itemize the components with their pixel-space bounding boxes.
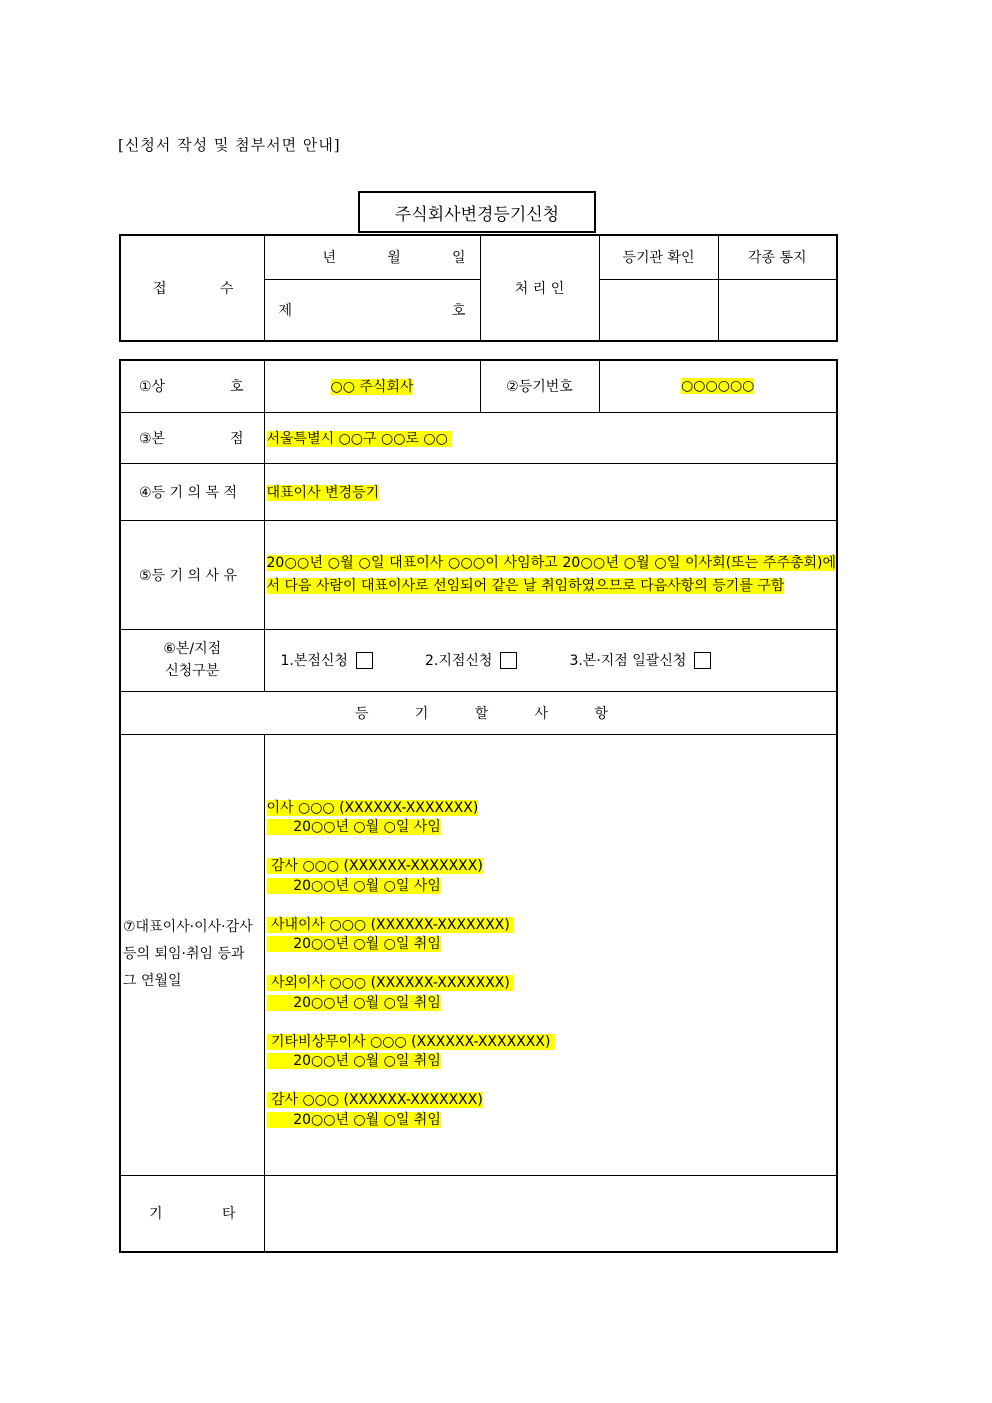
reason-label-cell — [120, 520, 264, 629]
branch-options-cell — [264, 629, 837, 691]
notices-header — [718, 235, 837, 279]
option-head-office-label: 1.본점신청 — [280, 653, 348, 669]
branch-label-cell — [120, 629, 264, 691]
reception-table — [119, 234, 838, 342]
officer-entry — [267, 857, 837, 896]
number-prefix: 제 — [278, 302, 293, 319]
head-office-value: 서울특별시 ○○구 ○○로 ○○ — [266, 430, 453, 447]
number-suffix: 호 — [451, 302, 466, 319]
option-branch[interactable] — [425, 650, 517, 670]
registrar-confirm-header — [599, 235, 718, 279]
month-label: 월 — [387, 250, 401, 267]
officer-entry — [267, 1033, 837, 1072]
reception-number-cell[interactable] — [264, 279, 480, 341]
head-office-label-2: 점 — [229, 430, 244, 447]
branch-label-2: 신청구분 — [165, 663, 220, 679]
section-heading-cell — [120, 691, 837, 734]
purpose-value: 대표이사 변경등기 — [266, 484, 380, 501]
reg-no-value-cell[interactable] — [599, 360, 837, 412]
officer-date: 20○○년 ○월 ○일 취임 — [266, 994, 441, 1011]
section-heading-4: 사 — [534, 705, 549, 722]
handler-cell — [480, 235, 599, 341]
trade-name-label-1: ①상 — [139, 379, 166, 396]
officer-date: 20○○년 ○월 ○일 사임 — [266, 877, 441, 894]
head-office-label-1: ③본 — [139, 430, 166, 447]
head-office-value-cell[interactable] — [264, 412, 837, 463]
section-heading-5: 항 — [594, 705, 608, 722]
officer-entry — [267, 916, 837, 955]
officer-date: 20○○년 ○월 ○일 취임 — [266, 936, 441, 952]
option-head-office[interactable] — [281, 650, 373, 670]
trade-name-label-cell — [120, 360, 264, 412]
officer-line: 감사 ○○○ (XXXXXX-XXXXXXX) — [266, 1092, 483, 1108]
officer-date: 20○○년 ○월 ○일 사임 — [266, 819, 441, 835]
reception-date-cell[interactable] — [264, 235, 480, 279]
option-both[interactable] — [569, 650, 711, 670]
other-value-cell[interactable] — [264, 1175, 837, 1252]
officer-line: 사내이사 ○○○ (XXXXXX-XXXXXXX) — [266, 916, 515, 933]
section-heading-1: 등 — [355, 705, 369, 722]
registrar-confirm-label: 등기관 확인 — [622, 250, 695, 267]
reg-no-value: ○○○○○○ — [681, 378, 755, 395]
officers-value-cell[interactable] — [264, 734, 837, 1175]
other-label-2: 타 — [221, 1206, 236, 1223]
purpose-label: ④등 기 의 목 적 — [139, 484, 237, 501]
purpose-label-cell — [120, 463, 264, 520]
head-office-checkbox[interactable] — [356, 652, 373, 669]
year-label: 년 — [322, 250, 337, 267]
both-checkbox[interactable] — [694, 652, 711, 669]
officer-line: 이사 ○○○ (XXXXXX-XXXXXXX) — [266, 799, 479, 816]
reception-label-cell — [120, 235, 264, 341]
officer-line: 사외이사 ○○○ (XXXXXX-XXXXXXX) — [266, 975, 515, 991]
officers-label-cell — [120, 734, 264, 1175]
section-heading-3: 할 — [474, 705, 489, 722]
handler-label: 처 리 인 — [514, 281, 565, 297]
notices-cell[interactable] — [718, 279, 837, 341]
form-title-text: 주식회사변경등기신청 — [394, 204, 560, 225]
registrar-confirm-cell[interactable] — [599, 279, 718, 341]
officer-line: 감사 ○○○ (XXXXXX-XXXXXXX) — [266, 858, 483, 874]
section-heading-2: 기 — [414, 705, 429, 722]
other-label-cell — [120, 1175, 264, 1252]
head-office-label-cell — [120, 412, 264, 463]
reception-label-2: 수 — [219, 281, 234, 297]
application-table — [119, 359, 838, 1253]
branch-checkbox[interactable] — [500, 652, 517, 669]
officers-label: ⑦대표이사·이사·감사 등의 퇴임·취임 등과 그 연월일 — [123, 919, 253, 989]
option-both-label: 3.본·지점 일괄신청 — [569, 653, 687, 669]
notices-label: 각종 통지 — [747, 250, 807, 267]
reason-value: 20○○년 ○월 ○일 대표이사 ○○○이 사임하고 20○○년 ○월 ○일 이사회(또는 주주총회)에서 다음 사람이 대표이사로 선임되어 같은 날 취임하였으므로 다음사항의 등기를 구함 — [266, 554, 836, 594]
other-label-1: 기 — [149, 1206, 163, 1223]
officer-entry — [267, 799, 837, 838]
trade-name-label-2: 호 — [229, 379, 244, 396]
reg-no-label-cell — [480, 360, 599, 412]
reception-label-1: 접 — [153, 281, 167, 297]
officer-line: 기타비상무이사 ○○○ (XXXXXX-XXXXXXX) — [266, 1033, 555, 1050]
officer-entry — [267, 974, 837, 1013]
officer-date: 20○○년 ○월 ○일 취임 — [266, 1053, 441, 1069]
trade-name-value: ○○ 주식회사 — [330, 379, 414, 396]
purpose-value-cell[interactable] — [264, 463, 837, 520]
guide-text: [신청서 작성 및 첨부서면 안내] — [118, 136, 341, 154]
reason-value-cell[interactable] — [264, 520, 837, 629]
reg-no-label: ②등기번호 — [506, 379, 573, 396]
officer-date: 20○○년 ○월 ○일 취임 — [266, 1111, 441, 1128]
form-title — [358, 191, 596, 233]
officer-entry — [267, 1091, 837, 1130]
officer-list — [265, 735, 837, 1131]
day-label: 일 — [451, 250, 466, 267]
option-branch-label: 2.지점신청 — [424, 653, 493, 669]
trade-name-value-cell[interactable] — [264, 360, 480, 412]
branch-label-1: ⑥본/지점 — [163, 641, 222, 657]
reason-label: ⑤등 기 의 사 유 — [139, 567, 237, 584]
